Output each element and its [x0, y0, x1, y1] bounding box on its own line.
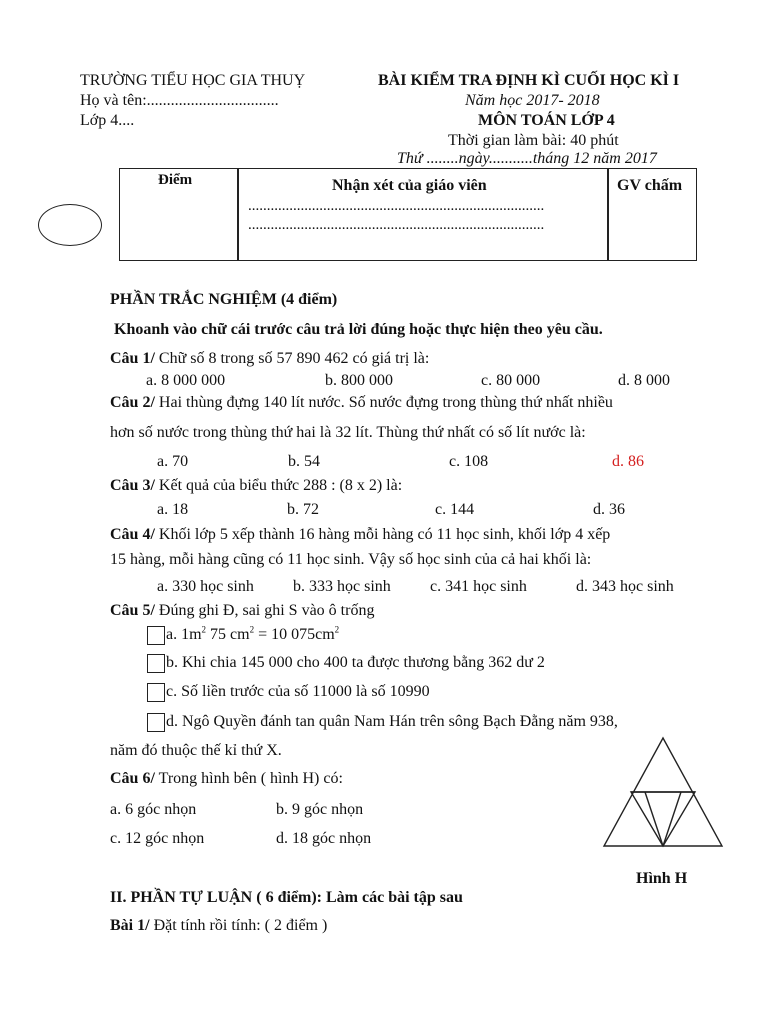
duration: Thời gian làm bài: 40 phút — [448, 132, 619, 149]
q4-option-c: c. 341 học sinh — [430, 578, 527, 595]
comment-dots-1: ............................................................................... — [248, 198, 545, 214]
grader-header: GV chấm — [617, 177, 683, 194]
school-name: TRƯỜNG TIỂU HỌC GIA THUỴ — [80, 72, 306, 89]
q3-stem — [110, 477, 402, 495]
q4-stem-2: 15 hàng, mỗi hàng cũng có 11 học sinh. Vậy số học sinh của cả hai khối là: — [110, 551, 592, 568]
q3-text: Kết quả của biểu thức 288 : (8 x 2) là: — [154, 477, 403, 494]
q2-option-c: c. 108 — [449, 453, 489, 470]
class-line: Lớp 4.... — [80, 112, 135, 129]
score-header: Điểm — [158, 172, 193, 188]
q5-checkbox-c[interactable] — [147, 683, 165, 702]
q5-checkbox-b[interactable] — [147, 654, 165, 673]
q4-option-b: b. 333 học sinh — [293, 578, 391, 595]
part2-title: II. PHẦN TỰ LUẬN ( 6 điểm): Làm các bài tập sau — [110, 889, 463, 906]
q1-option-c: c. 80 000 — [481, 372, 541, 389]
comment-dots-2: ............................................................................... — [248, 217, 545, 233]
q1-stem — [110, 350, 429, 368]
q4-text-1: Khối lớp 5 xếp thành 16 hàng mỗi hàng có 11 học sinh, khối lớp 4 xếp — [154, 526, 611, 543]
q6-option-c: c. 12 góc nhọn — [110, 830, 205, 847]
q1-text: Chữ số 8 trong số 57 890 462 có giá trị là: — [154, 350, 430, 367]
q2-option-d-answer: d. 86 — [612, 453, 644, 470]
comment-header: Nhận xét của giáo viên — [332, 177, 487, 194]
q6-option-b: b. 9 góc nhọn — [276, 801, 364, 818]
date-line: Thứ ........ngày...........tháng 12 năm 2017 — [397, 150, 657, 167]
figure-h-label: Hình H — [636, 870, 688, 887]
student-name-line: Họ và tên:................................. — [80, 92, 279, 109]
q5-statement-a: a. $1m^2$ 75 $cm^2 = 10$ $075cm^2$ — [166, 624, 340, 643]
q5-checkbox-a[interactable] — [147, 626, 165, 645]
q4-stem-1 — [110, 526, 610, 544]
q6-stem — [110, 770, 343, 788]
q2-stem-1 — [110, 394, 613, 412]
score-oval — [38, 204, 102, 246]
q6-option-d: d. 18 góc nhọn — [276, 830, 372, 847]
q2-label: Câu 2/ — [110, 394, 155, 411]
exam-title: BÀI KIỂM TRA ĐỊNH KÌ CUỐI HỌC KÌ I — [378, 72, 680, 89]
q5-stem — [110, 602, 374, 620]
bai1-text: Đặt tính rồi tính: ( 2 điểm ) — [149, 917, 328, 934]
bai1-label: Bài 1/ — [110, 917, 150, 934]
q1-label: Câu 1/ — [110, 350, 155, 367]
q2-stem-2: hơn số nước trong thùng thứ hai là 32 lít. Thùng thứ nhất có số lít nước là: — [110, 424, 586, 441]
school-year: Năm học 2017- 2018 — [465, 92, 600, 109]
q6-option-a: a. 6 góc nhọn — [110, 801, 197, 818]
q5-statement-d-2: năm đó thuộc thế kỉ thứ X. — [110, 742, 282, 759]
q1-option-d: d. 8 000 — [618, 372, 670, 389]
q3-option-c: c. 144 — [435, 501, 475, 518]
q5-statement-b: b. Khi chia 145 000 cho 400 ta được thương bằng 362 dư 2 — [166, 654, 545, 671]
q3-option-a: a. 18 — [157, 501, 189, 518]
q4-option-d: d. 343 học sinh — [576, 578, 674, 595]
q5-label: Câu 5/ — [110, 602, 155, 619]
q1-option-b: b. 800 000 — [325, 372, 393, 389]
q4-label: Câu 4/ — [110, 526, 155, 543]
q3-option-b: b. 72 — [287, 501, 319, 518]
subject-title: MÔN TOÁN LỚP 4 — [478, 112, 615, 129]
part1-instruction: Khoanh vào chữ cái trước câu trả lời đúng hoặc thực hiện theo yêu cầu. — [114, 321, 603, 338]
q2-text-1: Hai thùng đựng 140 lít nước. Số nước đựng trong thùng thứ nhất nhiều — [154, 394, 613, 411]
bai1-line — [110, 917, 327, 935]
q2-option-a: a. 70 — [157, 453, 189, 470]
q6-label: Câu 6/ — [110, 770, 155, 787]
q6-text: Trong hình bên ( hình H) có: — [154, 770, 343, 787]
q3-label: Câu 3/ — [110, 477, 155, 494]
part1-title: PHẦN TRẮC NGHIỆM (4 điểm) — [110, 291, 338, 308]
q5-text: Đúng ghi Đ, sai ghi S vào ô trống — [154, 602, 375, 619]
q4-option-a: a. 330 học sinh — [157, 578, 254, 595]
figure-h-triangles — [598, 732, 728, 852]
q5-statement-d-1: d. Ngô Quyền đánh tan quân Nam Hán trên sông Bạch Đằng năm 938, — [166, 713, 618, 730]
q5-statement-c: c. Số liền trước của số 11000 là số 10990 — [166, 683, 430, 700]
q1-option-a: a. 8 000 000 — [146, 372, 226, 389]
q2-option-b: b. 54 — [288, 453, 320, 470]
q5-checkbox-d[interactable] — [147, 713, 165, 732]
q3-option-d: d. 36 — [593, 501, 625, 518]
